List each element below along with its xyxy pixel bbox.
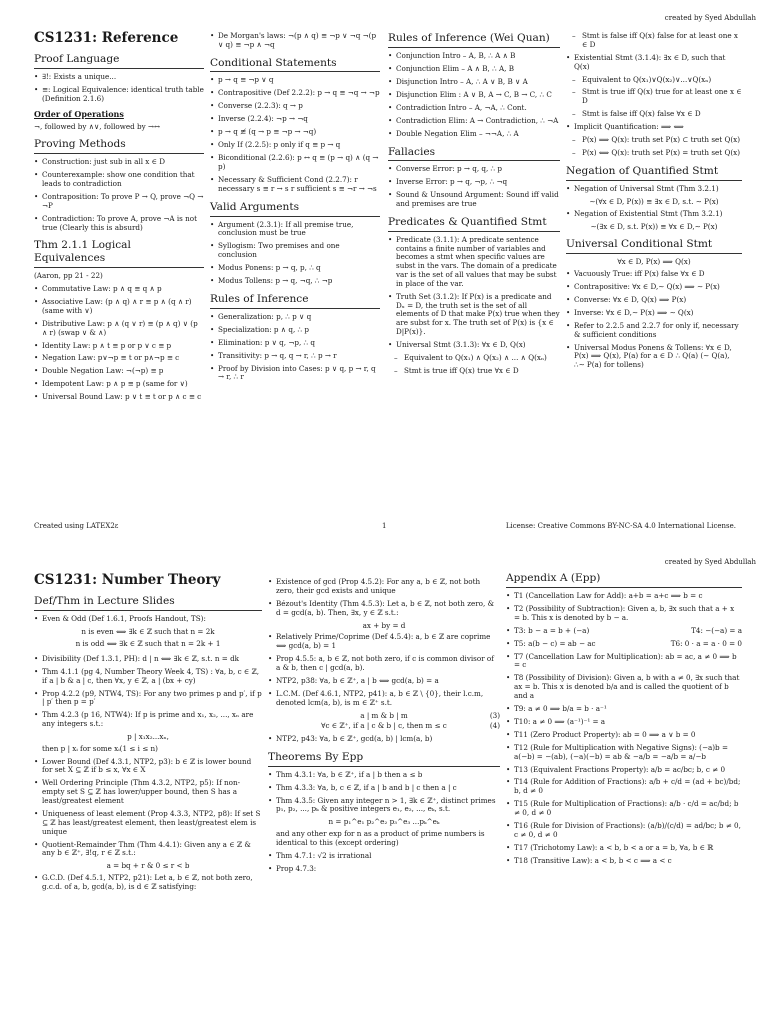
list-item: • Biconditional (2.2.6): p ↔ q ≡ (p → q) ∧ (q → p)	[210, 154, 380, 172]
list-item: • Conjunction Elim – A ∧ B, ∴ A, B	[388, 65, 560, 74]
formula: n is odd ⟺ ∃k ∈ ℤ such that n = 2k + 1	[75, 639, 221, 649]
defthm-list-3	[34, 758, 262, 858]
equation-row	[268, 722, 500, 731]
list-item: • G.C.D. (Def 4.5.1, NTP2, p21): Let a, b ∈ ℤ, not both zero, g.c.d. of a, b, gcd(a, b), is d ∈ ℤ satisfying:	[34, 874, 262, 892]
list-item: • Vacuously True: iff P(x) false ∀x ∈ D	[566, 270, 742, 279]
list-item: • Transitivity: p → q, q → r, ∴ p → r	[210, 352, 380, 361]
fallacies-list	[388, 165, 560, 209]
list-item: • T9: a ≠ 0 ⟹ b/a = b · a⁻¹	[506, 705, 742, 714]
list-item: • Double Negation Law: ¬(¬p) ≡ p	[34, 367, 204, 376]
list-item: • Divisibility (Def 1.3.1, PH): d | n ⟺ ∃k ∈ ℤ, s.t. n = dk	[34, 655, 262, 664]
list-item: • Sound & Unsound Argument: Sound iff valid and premises are true	[388, 191, 560, 209]
column-3	[388, 32, 560, 380]
list-item: • T10: a ≠ 0 ⟹ (a⁻¹)⁻¹ = a	[506, 718, 742, 727]
list-item: • Negation Law: p∨¬p ≡ t or p∧¬p ≡ c	[34, 354, 204, 363]
list-item: • Relatively Prime/Coprime (Def 4.5.4): a, b ∈ ℤ are coprime ⟺ gcd(a, b) = 1	[268, 633, 500, 651]
defthm-list	[34, 615, 262, 624]
list-item: • Implicit Quantification: ⟹ ⟺	[566, 123, 742, 132]
list-item: • Existential Stmt (3.1.4): ∃x ∈ D, such that Q(x)	[566, 54, 742, 72]
list-item: • Inverse (2.2.4): ¬p → ¬q	[210, 115, 380, 124]
list-item: • Construction: just sub in all x ∈ D	[34, 158, 204, 167]
list-item: • Quotient-Remainder Thm (Thm 4.4.1): Given any a ∈ ℤ & any b ∈ ℤ⁺, ∃!q, r ∈ ℤ s.t.:	[34, 841, 262, 859]
formula: p | x₁x₂...xₙ,	[127, 732, 169, 742]
list-item: • Truth Set (3.1.2): If P(x) is a predicate and Dₓ = D, the truth set is the set of all elements of D that make P(x) true when they are subst for x. The truth set of P(x) is {x ∈ D|P(x)}.	[388, 293, 560, 337]
formula: ∼(∃x ∈ D, s.t. P(x)) ≡ ∀x ∈ D,∼ P(x)	[590, 221, 718, 231]
list-item: • Proof by Division into Cases: p ∨ q, p → r, q → r, ∴ r	[210, 365, 380, 383]
page-number: 1	[382, 522, 387, 530]
list-item: • Existence of gcd (Prop 4.5.2): For any a, b ∈ ℤ, not both zero, their gcd exists and unique	[268, 578, 500, 596]
formula: ax + by = d	[362, 620, 406, 630]
list-item: • T2 (Possibility of Subtraction): Given a, b, ∃x such that a + x = b. This x is denoted by b − a.	[506, 605, 742, 623]
list-item: • p → q ≡ ¬p ∨ q	[210, 76, 380, 85]
footer-latex: Created using LATEX2ε	[34, 522, 119, 530]
list-item: • Contraposition: To prove P → Q, prove ¬Q → ¬P	[34, 193, 204, 211]
valid-arguments-list	[210, 221, 380, 286]
list-item: • Converse: ∀x ∈ D, Q(x) ⟹ P(x)	[566, 296, 742, 305]
list-item: • Necessary & Sufficient Cond (2.2.7): r necessary s ≡ r → s r sufficient s ≡ ¬r → ¬s	[210, 176, 380, 194]
list-item: • Predicate (3.1.1): A predicate sentence contains a finite number of variables and becomes a stmt when specific values are subst in the vars. The domain of a predicate var is the set of all values that may be subst in place of the var.	[388, 236, 560, 289]
list-item: • Converse Error: p → q, q, ∴ p	[388, 165, 560, 174]
section-heading: Appendix A (Epp)	[506, 572, 742, 588]
list-item: • Lower Bound (Def 4.3.1, NTP2, p3): b ∈ ℤ is lower bound for set X ⊆ ℤ if b ≤ x, ∀x ∈ X	[34, 758, 262, 776]
list-item: • Elimination: p ∨ q, ¬p, ∴ q	[210, 339, 380, 348]
list-item: • T18 (Transitive Law): a < b, b < c ⟹ a < c	[506, 857, 742, 866]
sub-item: – Stmt is true iff Q(x) true ∀x ∈ D	[388, 367, 560, 376]
section-heading: Conditional Statements	[210, 57, 380, 73]
list-item: • Refer to 2.2.5 and 2.2.7 for only if, necessary & sufficient conditions	[566, 322, 742, 340]
list-item: • Prop 4.7.3:	[268, 865, 500, 874]
list-item: • Modus Tollens: p → q, ¬q, ∴ ¬p	[210, 277, 380, 286]
byline: created by Syed Abdullah	[664, 14, 756, 22]
list-item: • Bézout's Identity (Thm 4.5.3): Let a, b ∈ ℤ, not both zero, & d = gcd(a, b). Then, ∃x, y ∈ ℤ s.t.:	[268, 600, 500, 618]
defthm-list-2	[34, 655, 262, 729]
formula: ∀c ∈ ℤ⁺, if a | c & b | c, then m ≤ c	[321, 721, 447, 731]
list-item: • Contrapositive: ∀x ∈ D,∼ Q(x) ⟹ ∼ P(x)	[566, 283, 742, 292]
list-item: • Thm 4.3.3: ∀a, b, c ∈ ℤ, if a | b and b | c then a | c	[268, 784, 500, 793]
section-heading: Universal Conditional Stmt	[566, 238, 742, 254]
list-item: • Generalization: p, ∴ p ∨ q	[210, 313, 380, 322]
list-item: • Only If (2.2.5): p only if q ≡ p → q	[210, 141, 380, 150]
list-item: • ∃!: Exists a unique...	[34, 73, 204, 82]
list-item	[506, 627, 742, 636]
universal-conditional-list	[566, 270, 742, 370]
list-item: • T11 (Zero Product Property): ab = 0 ⟹ a ∨ b = 0	[506, 731, 742, 740]
section-heading: Fallacies	[388, 146, 560, 162]
list-item: • NTP2, p38: ∀a, b ∈ ℤ⁺, a | b ⟺ gcd(a, b) = a	[268, 677, 500, 686]
list-item: • Negation of Existential Stmt (Thm 3.2.1)	[566, 210, 742, 219]
formula: a | m & b | m	[360, 710, 408, 720]
list-item: • Contradiction Elim: A → Contradiction, ∴ ¬A	[388, 117, 560, 126]
list-item: • Idempotent Law: p ∧ p ≡ p (same for ∨)	[34, 380, 204, 389]
list-item: • Disjunction Elim : A ∨ B, A → C, B → C, ∴ C	[388, 91, 560, 100]
sub-item: – Equivalent to Q(x₁)∨Q(x₂)∨...∨Q(xₙ)	[566, 76, 742, 85]
section-heading: Predicates & Quantified Stmt	[388, 216, 560, 232]
page-title: CS1231: Number Theory	[34, 572, 221, 588]
list-item: • T17 (Trichotomy Law): a < b, b < a or a = b, ∀a, b ∈ ℝ	[506, 844, 742, 853]
predicates-list	[388, 236, 560, 376]
page-number-theory	[0, 556, 768, 1024]
list-item: • Commutative Law: p ∧ q ≡ q ∧ p	[34, 285, 204, 294]
list-item: • Contradiction Intro – A, ¬A, ∴ Cont.	[388, 104, 560, 113]
page-title: CS1231: Reference	[34, 30, 179, 46]
gcd-list-3	[268, 735, 500, 744]
list-item: • De Morgan's laws: ¬(p ∧ q) ≡ ¬p ∨ ¬q ¬(p ∨ q) ≡ ¬p ∧ ¬q	[210, 32, 380, 50]
list-item: • ≡: Logical Equivalence: identical truth table (Definition 2.1.6)	[34, 86, 204, 104]
rules-wei-quan-list	[388, 52, 560, 139]
conditional-list	[210, 76, 380, 193]
list-item: • Thm 4.3.5: Given any integer n > 1, ∃k ∈ ℤ⁺, distinct primes p₁, p₂, ..., pₖ & positive integers e₁, e₂, ..., eₖ, s.t.	[268, 797, 500, 815]
list-item: • Thm 4.1.1 (pg 4, Number Theory Week 4, TS) : ∀a, b, c ∈ ℤ, if a | b & a | c, then ∀x, y ∈ ℤ, a | (bx + cy)	[34, 668, 262, 686]
t5-text: T5: a(b − c) = ab − ac	[514, 638, 596, 648]
section-heading: Negation of Quantified Stmt	[566, 165, 742, 181]
negation-list	[566, 185, 742, 194]
section-heading: Theorems By Epp	[268, 751, 500, 767]
note: and any other exp for n as a product of prime numbers is identical to this (except ordering)	[276, 829, 485, 848]
list-item: • p → q ≢ (q → p ≡ ¬p → ¬q)	[210, 128, 380, 137]
list-item: • T13 (Equivalent Fractions Property): a/b = ac/bc; b, c ≠ 0	[506, 766, 742, 775]
proof-language-list	[34, 73, 204, 104]
formula: ∀x ∈ D, P(x) ⟹ Q(x)	[617, 257, 691, 267]
defthm-list-4	[34, 874, 262, 892]
rules-of-inference-list	[210, 313, 380, 382]
list-item: • Converse (2.2.3): q → p	[210, 102, 380, 111]
section-heading: Rules of Inference	[210, 293, 380, 309]
subsection-heading: Order of Operations	[34, 108, 124, 119]
list-item: • Thm 4.2.3 (p 16, NTW4): If p is prime and x₁, x₂, ..., xₙ are any integers s.t.:	[34, 711, 262, 729]
list-item: • Prop 4.2.2 (p9, NTW4, TS): For any two primes p and p′, if p | p′ then p = p′	[34, 690, 262, 708]
section-heading: Thm 2.1.1 Logical Equivalences	[34, 239, 204, 268]
formula: a = bq + r & 0 ≤ r < b	[106, 861, 190, 871]
list-item: • Negation of Universal Stmt (Thm 3.2.1)	[566, 185, 742, 194]
logical-equivalences-list	[34, 285, 204, 402]
appendix-list	[506, 592, 742, 866]
list-item: • Associative Law: (p ∧ q) ∧ r ≡ p ∧ (q ∧ r) (same with ∨)	[34, 298, 204, 316]
list-item: • Universal Modus Ponens & Tollens: ∀x ∈ D, P(x) ⟹ Q(x), P(a) for a ∈ D ∴ Q(a) (∼ Q(a), ∴∼ P(a) for tollens)	[566, 344, 742, 370]
list-item: • Well Ordering Principle (Thm 4.3.2, NTP2, p5): If non-empty set S ⊆ ℤ has lower/upper bound, then S has a least/greatest element	[34, 779, 262, 805]
list-item: • Contradiction: To prove A, prove ¬A is not true (Clearly this is absurd)	[34, 215, 204, 233]
section-heading: Valid Arguments	[210, 201, 380, 217]
list-item: • Syllogism: Two premises and one conclusion	[210, 242, 380, 260]
section-heading: Proving Methods	[34, 138, 204, 154]
section-heading: Proof Language	[34, 53, 204, 69]
list-item: • T8 (Possibility of Division): Given a, b with a ≠ 0, ∃x such that ax = b. This x is denoted b/a and is called the quotient of b and a	[506, 674, 742, 700]
list-item: • Inverse Error: p → q, ¬p, ∴ ¬q	[388, 178, 560, 187]
list-item: • Counterexample: show one condition that leads to contradiction	[34, 171, 204, 189]
list-item: • Specialization: p ∧ q, ∴ p	[210, 326, 380, 335]
order-of-operations: ¬, followed by ∧∨, followed by →↔	[34, 121, 161, 131]
formula: n = p₁^e₁ p₂^e₂ p₃^e₃ ...pₖ^eₖ	[328, 817, 440, 827]
column-2	[268, 578, 500, 878]
list-item: • Modus Ponens: p → q, p, ∴ q	[210, 264, 380, 273]
column-4	[566, 32, 742, 374]
list-item: • Disjunction Intro – A, ∴ A ∨ B, B ∨ A	[388, 78, 560, 87]
t6-text: T6: 0 · a = a · 0 = 0	[670, 638, 742, 648]
sub-item: – P(x) ⟺ Q(x): truth set P(x) = truth set Q(x)	[566, 149, 742, 158]
equation-number: (4)	[489, 721, 500, 731]
column-3	[506, 572, 742, 870]
list-item: • Conjunction Intro – A, B, ∴ A ∧ B	[388, 52, 560, 61]
quantifier-list	[566, 32, 742, 158]
sub-item: – Stmt is false iff Q(x) false for at least one x ∈ D	[566, 32, 742, 50]
column-2	[210, 32, 380, 386]
list-item: • T14 (Rule for Addition of Fractions): a/b + c/d = (ad + bc)/bd; b, d ≠ 0	[506, 778, 742, 796]
gcd-list-2	[268, 633, 500, 707]
list-item: • Even & Odd (Def 1.6.1, Proofs Handout, TS):	[34, 615, 262, 624]
sub-item: – Stmt is true iff Q(x) true for at least one x ∈ D	[566, 88, 742, 106]
list-item: • Contrapositive (Def 2.2.2): p → q ≡ ¬q → ¬p	[210, 89, 380, 98]
list-item: • NTP2, p43: ∀a, b ∈ ℤ⁺, gcd(a, b) | lcm(a, b)	[268, 735, 500, 744]
list-item: • Thm 4.7.1: √2 is irrational	[268, 852, 500, 861]
sub-item: – P(x) ⟹ Q(x): truth set P(x) ⊂ truth set Q(x)	[566, 136, 742, 145]
byline: created by Syed Abdullah	[664, 558, 756, 566]
note: then p | xᵢ for some xᵢ(1 ≤ i ≤ n)	[42, 743, 158, 753]
list-item: • Inverse: ∀x ∈ D,∼ P(x) ⟹ ∼ Q(x)	[566, 309, 742, 318]
list-item: • Uniqueness of least element (Prop 4.3.3, NTP2, p8): If set S ⊆ ℤ has least/greatest element, then least/greatest elem is unique	[34, 810, 262, 836]
t3-text: T3: b − a = b + (−a)	[514, 625, 590, 635]
formula: ∼(∀x ∈ D, P(x)) ≡ ∃x ∈ D, s.t. ∼ P(x)	[589, 196, 719, 206]
formula: n is even ⟺ ∃k ∈ ℤ such that n = 2k	[81, 627, 215, 637]
list-item: • Thm 4.3.1: ∀a, b ∈ ℤ⁺, if a | b then a ≤ b	[268, 771, 500, 780]
list-item	[506, 640, 742, 649]
source-note: (Aaron, pp 21 - 22)	[34, 271, 103, 281]
footer-license: License: Creative Commons BY-NC-SA 4.0 International License.	[505, 522, 736, 530]
t4-text: T4: −(−a) = a	[691, 625, 742, 635]
list-item: • Double Negation Elim – ¬¬A, ∴ A	[388, 130, 560, 139]
list-item: • Universal Stmt (3.1.3): ∀x ∈ D, Q(x)	[388, 341, 560, 350]
list-item: • Identity Law: p ∧ t ≡ p or p ∨ c ≡ p	[34, 342, 204, 351]
list-item: • Prop 4.5.5: a, b ∈ ℤ, not both zero, if c is common divisor of a & b, then c | gcd(a, b).	[268, 655, 500, 673]
list-item: • T7 (Cancellation Law for Multiplication): ab = ac, a ≠ 0 ⟹ b = c	[506, 653, 742, 671]
list-item: • T12 (Rule for Multiplication with Negative Signs): (−a)b = a(−b) = −(ab), (−a)(−b) = ab & −a/b = −a/b = a/−b	[506, 744, 742, 762]
demorgan-list	[210, 32, 380, 50]
epp-list-2	[268, 852, 500, 874]
list-item: • L.C.M. (Def 4.6.1, NTP2, p41): a, b ∈ ℤ \ {0}, their l.c.m, denoted lcm(a, b), is m ∈ ℤ⁺ s.t.	[268, 690, 500, 708]
section-heading: Rules of Inference (Wei Quan)	[388, 32, 560, 48]
sub-item: – Stmt is false iff Q(x) false ∀x ∈ D	[566, 110, 742, 119]
epp-list	[268, 771, 500, 815]
section-heading: Def/Thm in Lecture Slides	[34, 595, 262, 611]
proving-methods-list	[34, 158, 204, 232]
list-item: • T16 (Rule for Division of Fractions): (a/b)/(c/d) = ad/bc; b ≠ 0, c ≠ 0, d ≠ 0	[506, 822, 742, 840]
sub-item: – Equivalent to Q(x₁) ∧ Q(x₂) ∧ ... ∧ Q(xₙ)	[388, 354, 560, 363]
list-item: • Argument (2.3.1): If all premise true, conclusion must be true	[210, 221, 380, 239]
list-item: • T1 (Cancellation Law for Add): a+b = a+c ⟹ b = c	[506, 592, 742, 601]
equation-row	[268, 712, 500, 721]
page-gap	[0, 540, 768, 556]
gcd-list	[268, 578, 500, 617]
list-item: • Universal Bound Law: p ∨ t ≡ t or p ∧ c ≡ c	[34, 393, 204, 402]
list-item: • Distributive Law: p ∧ (q ∨ r) ≡ (p ∧ q) ∨ (p ∧ r) (swap ∨ & ∧)	[34, 320, 204, 338]
column-1	[34, 572, 262, 896]
list-item: • T15 (Rule for Multiplication of Fractions): a/b · c/d = ac/bd; b ≠ 0, d ≠ 0	[506, 800, 742, 818]
equation-number: (3)	[489, 710, 500, 720]
column-1	[34, 30, 204, 406]
negation-list-2	[566, 210, 742, 219]
